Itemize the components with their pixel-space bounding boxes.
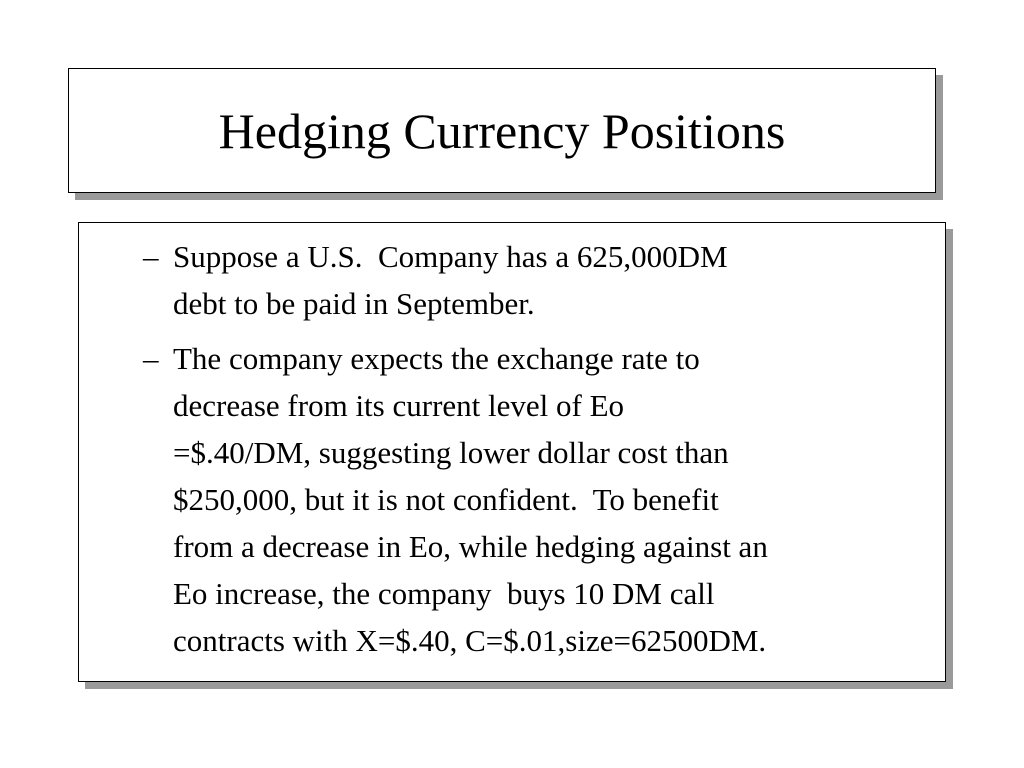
slide-title: Hedging Currency Positions <box>218 102 786 159</box>
bullet-line: Eo increase, the company buys 10 DM call <box>173 576 715 611</box>
content-box <box>78 222 946 682</box>
bullet-line: from a decrease in Eo, while hedging against an <box>173 529 768 564</box>
bullet-item-debt <box>143 233 943 327</box>
bullet-line: Suppose a U.S. Company has a 625,000DM <box>173 239 728 274</box>
bullet-line: decrease from its current level of Eo <box>173 388 625 423</box>
bullet-list <box>143 233 943 672</box>
bullet-line: The company expects the exchange rate to <box>173 341 700 376</box>
dash-bullet-icon: – <box>143 239 159 274</box>
bullet-line: contracts with X=$.40, C=$.01,size=62500DM. <box>173 623 767 658</box>
bullet-line: =$.40/DM, suggesting lower dollar cost than <box>173 435 729 470</box>
title-box <box>68 68 936 193</box>
bullet-line: $250,000, but it is not confident. To benefit <box>173 482 719 517</box>
bullet-line: debt to be paid in September. <box>173 286 535 321</box>
dash-bullet-icon: – <box>143 341 159 376</box>
bullet-item-hedging <box>143 335 943 664</box>
